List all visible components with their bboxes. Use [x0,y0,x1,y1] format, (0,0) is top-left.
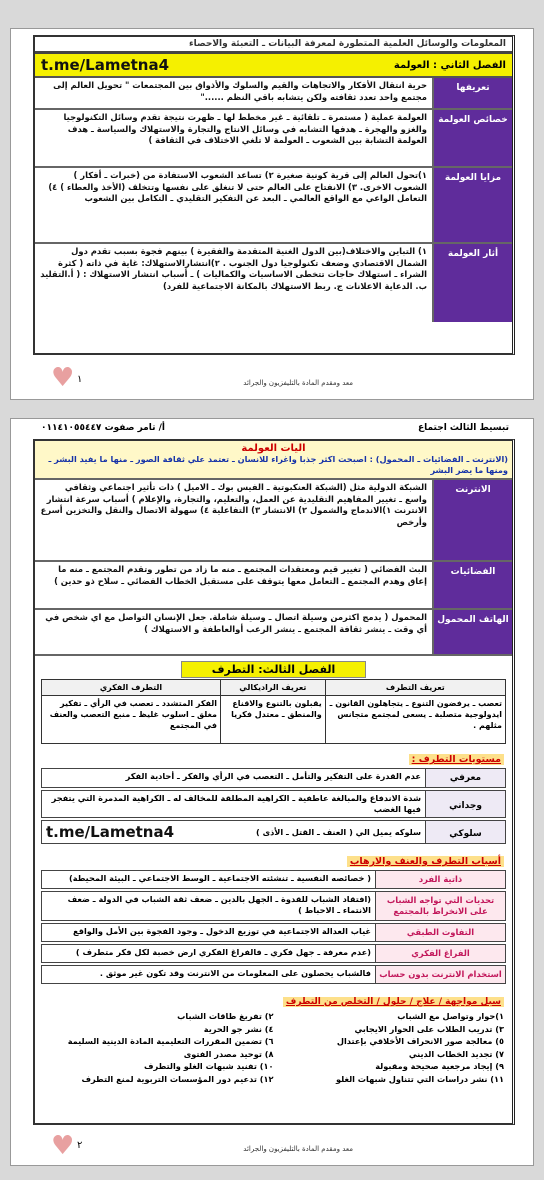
row-advantages [35,168,512,244]
row-label: الفضائيات [432,562,512,608]
level-text: عدم القدرة على التفكير والتأمل ـ التعصب في الرأي والفكر ـ أحادية الفكر [125,771,421,781]
level-text: شدة الاندفاع والمبالغة عاطفية ـ الكراهية المطلقة للمخالف له ـ الكراهية المدمرة التي يتفجر فيها الغضب [51,793,421,814]
cause-label: الفراغ الفكري [375,945,505,962]
cause-label: تحديات التي تواجه الشباب على الانخراط بالمجتمع [375,892,505,920]
cause-text: فالشباب يحصلون على المعلومات من الانترنت وقد تكون غير موثق . [99,968,371,978]
row-mobile [35,610,512,656]
cause-label: استخدام الانترنت بدون حساب [375,966,505,983]
solution-item: ٢) تفريغ طاقات الشباب [177,1011,274,1021]
solution-item: ١١) نشر دراسات التي تتناول شبهات الغلو [335,1073,504,1084]
solution-item: ١)حوار وتواصل مع الشباب [397,1011,504,1021]
level-behavioral [41,820,506,844]
row-content: العولمة عملية ( مستمرة ـ تلقائية ـ غير مخطط لها ـ ظهرت نتيجة تقدم وسائل التكنولوجيا والغزو والهجرة ـ هدفها التشابه في وسائل الانتاج والتجارة والاستهلاك والسياسة ـ هدف العولمة التشابة بين الشعوب ـ العولمة لا تلغي الاختلاف في الثقافة ) [63,112,427,145]
solution-item: ٨) توحيد مصدر الفتوى [183,1048,274,1059]
cause-text: (عدم معرفة ـ جهل فكري ـ فالفراغ الفكري ارض خصبة لكل فكر متطرف ) [75,947,371,957]
cause-row [41,891,506,921]
extremism-title-wrap [35,656,512,679]
row-content: الشبكة الدولية مثل (الشبكة العنكبوتية ـ الفيس بوك ـ الاميل ) ذات تأثير اجتماعي وثقافي واسع ـ تغيير المفاهيم التقليدية عن العمل، والتعليم، والتجارة، والإعلام ) أسباب سرعة انتشار الانترنت ١)الاندماج والشمول ٢) الانتشار ٣) التفاعلية ٤) سهولة الاتصال والنقل والتخزين أسرع وأرخص [40,482,427,527]
solutions-title: سبل مواجهة / علاج / حلول / التخلص من التطرف [283,997,504,1007]
row-label: خصائص العولمة [432,110,512,166]
extremism-table [41,679,506,744]
solution-item: ٦) تضمين المقررات التعليمية المادة الدينية السليمة [67,1036,274,1046]
row-label: الانترنت [432,480,512,560]
extremism-table-wrap [35,679,512,744]
level-emotional [41,790,506,818]
row-content: ١) التباين والاختلاف(بين الدول الغنية المتقدمة والفقيرة ) بينهم فجوة بسبب تقدم دول الشمال الاقتصادي وضعف تكنولوجيا دول الجنوب . ٢)انتشارالاستهلاك: غاية في ذاته ( كثرة الشراء ـ استهلاك حاجات تتخطى الاساسيات والكماليات ) ـ أسباب انتشار الاستهلاك : ( أ.التقليد ب. الدعاية الاعلانات ج. ربط الاستهلاك بالمكانة الاجتماعية للفرد) [40,246,427,291]
tools-title: اليات العولمة [241,443,306,454]
causes-title-wrap [35,846,512,868]
solution-item: ١٢) تدعيم دور المؤسسات التربوية لمنع التطرف [81,1073,274,1084]
page-2 [10,418,534,1166]
page-1-top-line: المعلومات والوسائل العلمية المتطورة لمعرفة البيانات ـ التعبئة والاحصاء [35,37,512,54]
table-header: التطرف الفكري [42,680,221,696]
solution-item: ٤) نشر جو الحرية [203,1023,274,1034]
row-content: حرية انتقال الأفكار والاتجاهات والقيم والسلوك والأذواق بين المجتمعات " تحويل العالم إلى مجتمع واحد تعدد ثقافته ولكن يتشابه باقي النظم ......" [53,80,427,102]
row-label: أثار العولمة [432,244,512,322]
tools-intro: (الانترنت ـ الفضائيات ـ المحمول) : اصبحت اكثر جذبا واغراء للانسان ـ تعتمد علي ثقافة الصور ـ منها ما يفيد البشر ـ ومنها ما يضر البشر [48,454,508,475]
solutions-title-wrap [35,986,512,1008]
header-title: تبسيط الثالث اجتماع [417,423,509,433]
level-text: سلوكه يميل الي ( العنف ـ القتل ـ الأذى ) [256,826,421,837]
heart-icon: ♥ [51,363,75,393]
cause-row [41,944,506,963]
page-1-footer: معد ومقدم المادة بالتليفزيون والجرائد [243,379,353,387]
solution-item: ٧) تجديد الخطاب الديني [408,1048,504,1059]
table-cell: تعصب ـ يرفضون التنوع ـ يتجاهلون القانون ـ ايدولوجية متصلبة ـ يسعى لمجتمع متجانس مثلهم . [325,696,505,744]
heart-icon: ♥ [51,1131,75,1161]
row-content: البث الفضائي ( تغيير قيم ومعتقدات المجتمع ـ منه ما زاد من تطور وتقدم المجتمع ـ منه ما إعاق وهدم المجتمع ـ التعامل معها يتوقف على مستقبل الخطاب الفضائي ـ سلاح ذو حدين ) [54,564,427,586]
row-label: الهاتف المحمول [432,610,512,654]
page-2-number: ٢ [77,1140,83,1151]
row-content: ١)تحول العالم إلى قرية كونية صغيرة ٢) تساعد الشعوب الاستفادة من (خبرات ـ أفكار ) الشعوب الاخرى. ٣) الانفتاح على العالم حتى لا تنغلق على نفسها وتتخلف (الأخذ والعطاء ) ٤) التعامل الواعي مع الواقع العالمي ـ البعد عن التفكير التقليدي ـ التكامل بين الشعوب [48,170,427,203]
cause-text: (افتقاد الشباب للقدوة ـ الجهل بالدين ـ ضعف ثقة الشباب في الدولة ـ ضعف الانتماء ـ الاحباط ) [67,894,371,915]
table-header: تعريف التطرف [325,680,505,696]
section-title-bar [35,54,512,78]
page-2-header [41,423,509,433]
channel-link[interactable]: t.me/Lametna4 [41,56,170,74]
solution-item: ٣) تدريب الطلاب على الحوار الايجابي [354,1023,504,1034]
section-title: الفصل الثاني : العولمة [393,59,506,71]
cause-label: التفاوت الطبقي [375,924,505,941]
solution-item: ٥) معالجة صور الانحراف الأخلاقي بإعتدال [336,1036,504,1046]
row-satellite [35,562,512,610]
cause-text: ( خصائصه النفسية ـ تنشئته الاجتماعية ـ الوسط الاجتماعي ـ البيئة المحيطة) [69,873,371,883]
cause-row [41,923,506,942]
table-header: تعريف الراديكالي [220,680,325,696]
page-2-footer: معد ومقدم المادة بالتليفزيون والجرائد [243,1145,353,1153]
header-teacher: أ/ تامر صفوت ٠١١٤١٠٥٥٤٤٧ [41,423,165,433]
page-1 [10,28,534,400]
level-cognitive [41,768,506,788]
cause-row [41,965,506,984]
tools-intro-block [35,441,512,480]
row-internet [35,480,512,562]
page-2-frame [33,439,515,1125]
cause-text: غياب العدالة الاجتماعية في توزيع الدخول ـ وجود الفجوة بين الأمل والواقع [73,926,371,936]
row-characteristics [35,110,512,168]
channel-link[interactable]: t.me/Lametna4 [46,822,175,841]
table-cell: الفكر المتشدد ـ تعصب في الرأي ـ تفكير مغلق ـ اسلوب غليظ ـ منبع التعصب والعنف في المجتمع [42,696,221,744]
solution-item: ٩) إيجاد مرجعية صحيحة ومقبولة [375,1061,504,1071]
row-content: المحمول ( يدمج اكثرمن وسيلة اتصال ـ وسيلة شاملة. جعل الإنسان التواصل مع اي شخص في أي وقت ـ ينشر ثقافة المجتمع ـ ينشر الرعب أوالعاطفة و الاستهلاك ) [45,612,427,634]
level-label: معرفي [425,769,505,787]
level-label: سلوكي [425,821,505,843]
solutions-list [35,1008,512,1087]
page-1-frame [33,35,515,355]
cause-label: ذاتية الفرد [375,871,505,888]
row-label: تعريفها [432,78,512,108]
table-cell: يقبلون بالتنوع والاقناع والمنطق ـ معتدل فكريا [220,696,325,744]
row-definition [35,78,512,110]
causes-title: أسباب التطرف والعنف والارهاب [347,856,504,867]
level-label: وجداني [425,791,505,817]
cause-row [41,870,506,889]
levels-title: مستويات التطرف : [409,754,504,765]
solution-item: ١٠) تفنيد شبهات الغلو والتطرف [144,1061,274,1071]
levels-title-wrap [35,744,512,766]
row-effects [35,244,512,322]
level-text-row [42,821,425,843]
extremism-title: الفصل الثالث: التطرف [181,661,367,678]
row-label: مزايا العولمة [432,168,512,242]
page-1-number: ١ [77,374,83,385]
